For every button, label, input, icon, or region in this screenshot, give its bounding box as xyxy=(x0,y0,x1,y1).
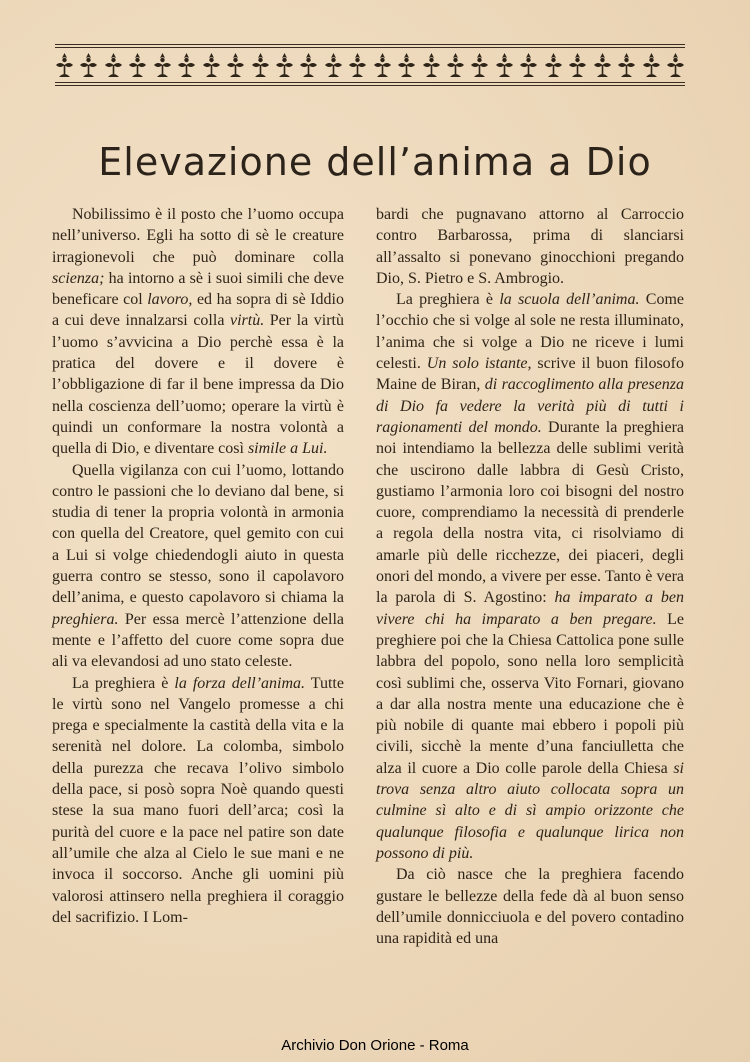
fleuron-icon xyxy=(544,52,563,78)
text-run: Quella vigilanza con cui l’uomo, lottando contro le passioni che lo deviano dal bene, si studia di tener la propria volontà in armonia con quella del Creatore, quel gemito con cui a Lui si volge chiedendogli aiuto in questa guerra contro se stesso, sono il capolavoro dell’anima, e questo capolavoro si chiama la xyxy=(52,461,344,607)
italic-phrase: di raccoglimento alla presenza di Dio fa vedere la verità più di tutti i ragionamenti del mondo. xyxy=(376,376,684,436)
text-column-left xyxy=(52,204,344,928)
italic-phrase: ha imparato a ben vivere chi ha imparato a ben pregare. xyxy=(376,589,684,628)
fleuron-icon xyxy=(226,52,245,78)
text-run: Durante la preghiera noi intendiamo la bellezza delle sublimi verità che uscirono dalle labbra di Gesù Cristo, gustiamo l’armonia loro coi bisogni del nostro cuore, comprendiamo la necessità di prenderle a regola della nostra vita, ci risolviamo di amarle più delle ricchezze, dei piaceri, degli onori del mondo, a vivere per esse. Tanto è vera la parola di S. Agostino: xyxy=(376,418,684,607)
italic-phrase: la scuola dell’anima. xyxy=(499,291,640,309)
italic-phrase: preghiera. xyxy=(52,610,119,628)
text-run: ha intorno a sè i suoi simili che deve beneficare col xyxy=(52,269,344,309)
italic-phrase: lavoro, xyxy=(147,291,193,309)
text-run: Per la virtù l’uomo s’avvicina a Dio perchè essa è la pratica del dovere e il dovere è l’obbligazione di far il bene impressa da Dio nella coscienza dell’uomo; operare la virtù è quindi un conformare la nostra volontà a quella di Dio, e diventare così xyxy=(52,312,345,458)
italic-phrase: scienza; xyxy=(52,269,105,287)
text-run: bardi che pugnavano attorno al Carroccio contro Barbarossa, prima di slanciarsi all’assalto si ponevano ginocchioni pregando Dio, S. Pietro e S. Ambrogio. xyxy=(376,206,684,287)
fleuron-icon xyxy=(104,52,123,78)
fleuron-icon xyxy=(617,52,636,78)
top-rule-inner xyxy=(55,47,685,48)
fleuron-icon xyxy=(446,52,465,78)
paragraph xyxy=(376,864,684,949)
fleuron-icon xyxy=(324,52,343,78)
bottom-rule xyxy=(55,82,685,83)
bottom-rule-inner xyxy=(55,85,685,86)
fleuron-icon xyxy=(666,52,685,78)
fleuron-icon xyxy=(177,52,196,78)
text-run: Come l’occhio che si volge al sole ne resta illuminato, l’anima che si volge a Dio ne riceve i lumi celesti. xyxy=(376,291,684,373)
text-run: La preghiera è xyxy=(72,674,175,692)
fleuron-icon xyxy=(251,52,270,78)
paragraph xyxy=(52,204,344,460)
page-title: Elevazione dell’anima a Dio xyxy=(98,140,652,184)
fleuron-icon xyxy=(55,52,74,78)
fleuron-icon xyxy=(397,52,416,78)
fleuron-icon xyxy=(422,52,441,78)
paragraph xyxy=(376,204,684,289)
italic-phrase: si trova senza altro aiuto collocata sopra un culmine sì alto e di sì ampio orizzonte che qualunque filosofia e qualunque lirica non possono di più. xyxy=(376,759,684,862)
fleuron-icon xyxy=(128,52,147,78)
fleuron-icon xyxy=(568,52,587,78)
fleuron-icon xyxy=(519,52,538,78)
fleuron-icon xyxy=(495,52,514,78)
italic-phrase: virtù. xyxy=(229,312,265,330)
fleuron-icon xyxy=(153,52,172,78)
ornamental-border xyxy=(55,44,685,88)
fleuron-icon xyxy=(373,52,392,78)
fleuron-icon xyxy=(348,52,367,78)
fleuron-row xyxy=(55,52,685,78)
text-run: Le preghiere poi che la Chiesa Cattolica pone sulle labbra del popolo, sono nella loro semplicità così sublimi che, osserva Vito Fornari, giovano a dar alla nostra mente una educazione che è più nobile di quante mai ebbero i popoli più civili, sicchè la mente d’una fanciulletta che alza il cuore a Dio colle parole della Chiesa xyxy=(376,610,685,777)
italic-phrase: simile a Lui. xyxy=(247,440,328,458)
text-run: Tutte le virtù sono nel Vangelo promesse a chi prega e specialmente la castità della vita e la serenità nel dolore. La colomba, simbolo della purezza che recava l’olivo simbolo della pace, si posò sopra Noè quando questi stese la sua mano fuori dell’arca; così la purità del cuore e la pace nel patire son date all’umile che alza al Cielo le sue mani e ne invoca il soccorso. Anche gli uomini più valorosi attinsero nella preghiera il coraggio del sacrifizio. I Lom- xyxy=(52,674,344,926)
fleuron-icon xyxy=(642,52,661,78)
fleuron-icon xyxy=(470,52,489,78)
text-column-right xyxy=(376,204,684,949)
text-run: La preghiera è xyxy=(396,291,500,309)
fleuron-icon xyxy=(299,52,318,78)
text-run: ed ha sopra di sè Iddio a cui deve innalzarsi colla xyxy=(52,291,344,330)
paragraph xyxy=(52,460,344,673)
text-run: Per essa mercè l’attenzione della mente e l’affetto del cuore come sopra due ali va elevandosi ad uno stato celeste. xyxy=(52,610,344,671)
text-run: Nobilissimo è il posto che l’uomo occupa nell’universo. Egli ha sotto di sè le creature irragionevoli che può dominare colla xyxy=(52,206,344,266)
fleuron-icon xyxy=(593,52,612,78)
archive-footer: Archivio Don Orione - Roma xyxy=(281,1037,469,1054)
paragraph xyxy=(376,289,684,864)
fleuron-icon xyxy=(275,52,294,78)
fleuron-icon xyxy=(79,52,98,78)
paragraph xyxy=(52,673,344,929)
fleuron-icon xyxy=(202,52,221,78)
text-run: Da ciò nasce che la preghiera facendo gustare le bellezze della fede dà al buon senso dell’umile donnicciuola e del povero contadino una rapidità ed una xyxy=(376,866,684,948)
italic-phrase: la forza dell’anima. xyxy=(174,674,306,692)
top-rule xyxy=(55,44,685,45)
italic-phrase: Un solo istante, xyxy=(426,355,532,373)
text-run: scrive il buon filosofo Maine de Biran, xyxy=(376,355,685,394)
